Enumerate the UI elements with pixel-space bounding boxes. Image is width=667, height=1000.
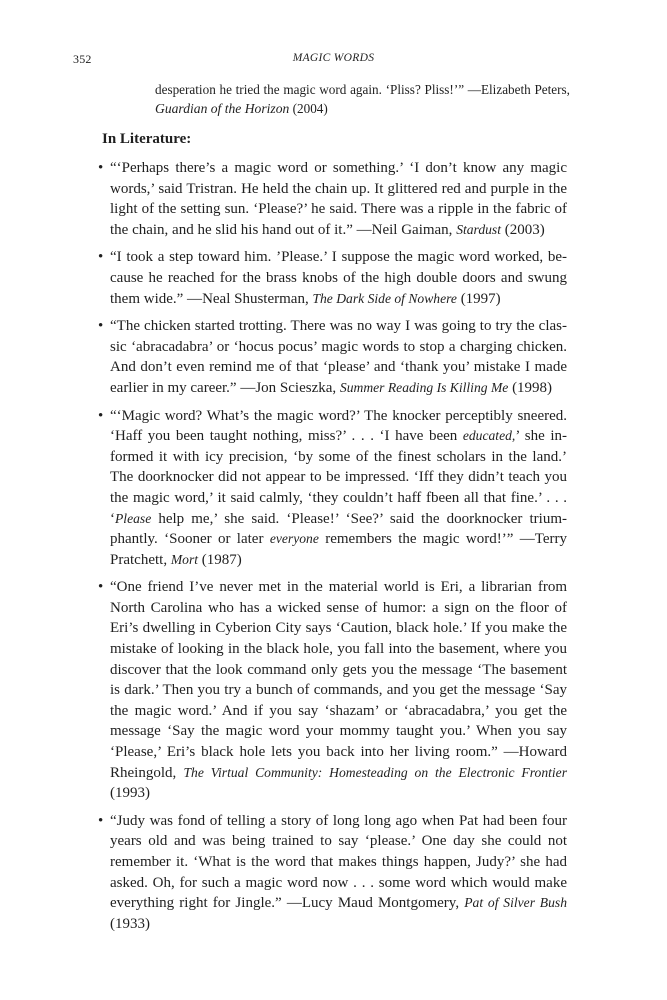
quote-text-part: help me,’ she said. ‘Please!’ ‘See?’ said the doorknocker triumphantly. ‘Sooner or later bbox=[110, 510, 567, 548]
page-number: 352 bbox=[73, 52, 92, 66]
quote-source-title: Summer Reading Is Killing Me bbox=[339, 379, 509, 395]
quote-author: Elizabeth Peters, bbox=[480, 82, 570, 97]
quote-text: “Judy was fond of telling a story of long long ago when Pat had been four years old and was being trained to say ‘please.’ One day she could not remember it. ‘What is the word that makes things happen, Judy?’ she had asked. Oh, for such a magic word now . . . some word which would make everything right for Jingle.” — bbox=[110, 812, 567, 912]
quote-text: “‘Perhaps there’s a magic word or something.’ ‘I don’t know any magic words,’ said Tristran. He held the chain up. It glittered red and purple in the light of the setting sun. ‘Please?’ he said. There was a ripple in the fabric of the chain, and he slid his hand out of it.” — bbox=[110, 160, 567, 238]
quote-text-part: ’ she informed it with icy precision, ‘by some of the finest scholars in the land.’ The doorknocker did not appear to be impressed. ‘Iff they didn’t teach you the magic word,’ it said calmly, ‘they couldn’t haff fbeen all that fine.’ . . . ‘ bbox=[110, 428, 567, 527]
quote-year: (2003) bbox=[504, 221, 545, 238]
quote-text: “I took a step toward him. ’Please.’ I suppose the magic word worked, because he reached for the brass knobs of the high double doors and swung them wide.” — bbox=[110, 249, 567, 307]
emphasis: everyone bbox=[269, 531, 319, 547]
bullet-icon: • bbox=[98, 249, 104, 266]
bullet-icon: • bbox=[98, 812, 104, 829]
quote-source-title: Stardust bbox=[456, 221, 502, 237]
quote-author: Howard Rheingold, bbox=[110, 744, 567, 781]
section-heading: In Literature: bbox=[102, 131, 192, 147]
quote-year: (1998) bbox=[512, 379, 553, 396]
quote-year: (2004) bbox=[292, 101, 328, 116]
quote-source-title: Pat of Silver Bush bbox=[464, 895, 567, 911]
quote-text-part: remembers the magic word!’” — bbox=[318, 531, 535, 548]
quote-source-title: Mort bbox=[170, 551, 199, 567]
bullet-icon: • bbox=[98, 579, 104, 596]
quote-year: (1933) bbox=[110, 915, 150, 932]
quote-author: Terry Pratchett, bbox=[110, 531, 567, 568]
quote-entry bbox=[98, 316, 567, 398]
quote-list bbox=[98, 158, 567, 941]
emphasis: Please bbox=[115, 510, 152, 526]
quote-entry bbox=[98, 406, 567, 571]
bullet-icon: • bbox=[98, 160, 104, 176]
quote-entry bbox=[98, 247, 567, 309]
quote-text: desperation he tried the magic word again. ‘Pliss? Pliss!’” — bbox=[155, 82, 481, 97]
quote-author: Lucy Maud Montgomery, bbox=[301, 895, 460, 912]
quote-author: Neil Gaiman, bbox=[371, 221, 453, 238]
quote-source-title: The Dark Side of Nowhere bbox=[312, 290, 457, 306]
quote-text bbox=[110, 408, 567, 548]
quote-author: Neal Shusterman, bbox=[202, 290, 309, 307]
bullet-icon: • bbox=[98, 407, 104, 424]
quote-year: (1987) bbox=[201, 551, 242, 568]
running-header: MAGIC WORDS bbox=[292, 52, 375, 64]
quote-source-title: Guardian of the Horizon bbox=[155, 101, 290, 116]
quote-text: “The chicken started trotting. There was no way I was going to try the classic ‘abracadabra’ or ‘hocus pocus’ magic words to stop a charging chicken. And don’t even remind me of that ‘please’ and ‘thank you’ mistake I made earlier in my career.” — bbox=[110, 318, 567, 396]
emphasis: educated, bbox=[462, 428, 516, 444]
continuation-quote bbox=[155, 80, 570, 118]
quote-source-title: The Virtual Community: Homesteading on the Electronic Frontier bbox=[183, 764, 567, 780]
quote-entry bbox=[98, 158, 567, 240]
bullet-icon: • bbox=[98, 318, 104, 335]
quote-year: (1993) bbox=[110, 785, 150, 802]
quote-text: “One friend I’ve never met in the material world is Eri, a librarian from North Carolina who has a wicked sense of humor: a sign on the floor of Eri’s dwelling in Cyberion City says ‘Caution, black hole.’ If you make the mistake of looking in the black hole, you fall into the basement, where you discover that the look command only gets you the message ‘The basement is dark.’ Then you try a bunch of commands, and you get the message ‘Say the magic word.’ And if you say ‘shazam’ or ‘abracadabra,’ you get the message ‘Say the magic word your mommy taught you.’ When you say ‘Please,’ Eri’s black hole lets you back into her living room.” — bbox=[110, 579, 567, 761]
quote-text-part: “‘Magic word? What’s the magic word?’ The knocker perceptibly sneered. ‘Haff you been taught nothing, miss?’ . . . ‘I have been bbox=[110, 407, 567, 445]
quote-year: (1997) bbox=[460, 290, 501, 307]
quote-entry bbox=[98, 577, 567, 804]
quote-entry bbox=[98, 811, 567, 935]
quote-author: Jon Scieszka, bbox=[255, 379, 337, 396]
